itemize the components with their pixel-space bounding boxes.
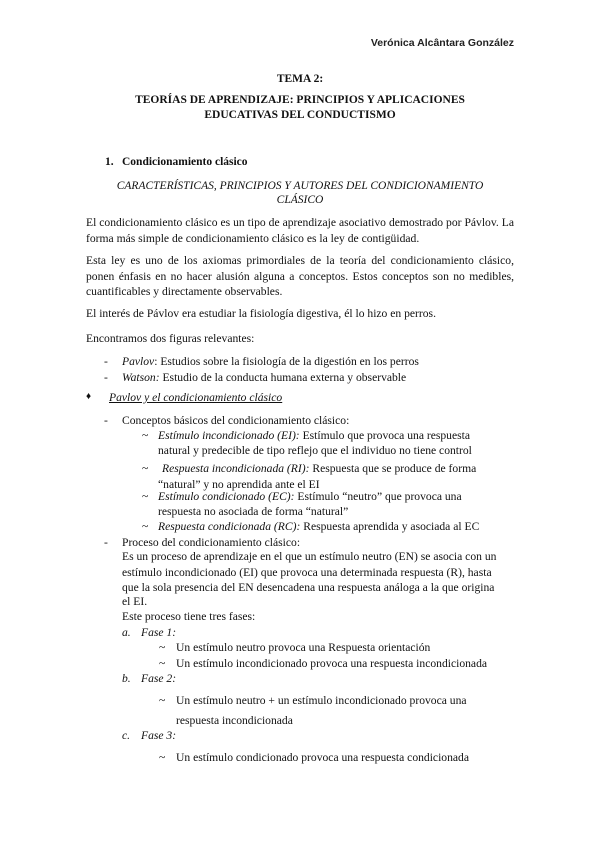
concept-desc: Estímulo “neutro” que provoca una: [294, 490, 462, 503]
fase-letter: b.: [122, 672, 131, 685]
section-label: Condicionamiento clásico: [122, 156, 248, 168]
concept-desc-cont: respuesta no asociada de forma “natural”: [158, 505, 349, 518]
tilde-bullet: ~: [159, 657, 166, 670]
conceptos-label: Conceptos básicos del condicionamiento clásico:: [122, 414, 350, 427]
concept-term: Respuesta condicionada (RC):: [158, 520, 301, 533]
concept-item: [158, 428, 514, 444]
list-dash: -: [104, 355, 108, 368]
tilde-bullet: ~: [159, 641, 166, 654]
proceso-text-line: el EI.: [122, 595, 148, 608]
tilde-bullet: ~: [159, 751, 166, 764]
fase-item: Un estímulo neutro provoca una Respuesta orientación: [176, 641, 431, 654]
list-item: [122, 370, 406, 386]
figure-desc: : Estudios sobre la fisiología de la digestión en los perros: [154, 355, 419, 368]
list-dash: -: [104, 414, 108, 427]
concept-item: [158, 489, 462, 505]
concept-item: [158, 519, 479, 535]
paragraph: El condicionamiento clásico es un tipo de aprendizaje asociativo demostrado por Pávlov. La forma más simple de condicionamiento clásico es la ley de contigüidad.: [86, 216, 514, 245]
list-dash: -: [104, 536, 108, 549]
concept-term: Estímulo incondicionado (EI):: [158, 429, 300, 442]
proceso-text-line: que la sola presencia del EN desencadena una respuesta análoga a la que origina: [122, 581, 495, 594]
tilde-bullet: ~: [142, 490, 149, 503]
proceso-label: Proceso del condicionamiento clásico:: [122, 536, 301, 549]
document-title: TEORÍAS DE APRENDIZAJE: PRINCIPIOS Y APLICACIONES EDUCATIVAS DEL CONDUCTISMO: [135, 94, 465, 121]
fase-name: Fase 3:: [141, 729, 177, 742]
tilde-bullet: ~: [142, 520, 149, 533]
figure-name: Watson:: [122, 371, 160, 384]
concept-item: [162, 461, 476, 477]
diamond-bullet-icon: ♦: [86, 391, 92, 402]
paragraph: El interés de Pávlov era estudiar la fisiología digestiva, él lo hizo en perros.: [86, 307, 436, 320]
concept-desc-cont: natural y predecible de tipo reflejo que el individuo no tiene control: [158, 444, 472, 457]
proceso-text-line: estímulo incondicionado (EI) que provoca una determinada respuesta (R), hasta: [122, 566, 492, 579]
fase-item-cont: respuesta incondicionada: [176, 714, 293, 727]
author-header: Verónica Alcântara González: [370, 37, 514, 49]
paragraph: Esta ley es uno de los axiomas primordiales de la teoría del condicionamiento clásico, ponen énfasis en no hacer alusión alguna a conceptos. Estos conceptos son no medibles, cuantificables y directamente observables.: [86, 254, 514, 298]
figure-desc: Estudio de la conducta humana externa y observable: [159, 371, 407, 384]
concept-desc-cont: “natural” y no aprendida ante el EI: [158, 478, 320, 491]
pavlov-heading: Pavlov y el condicionamiento clásico: [109, 391, 283, 404]
tema-heading: TEMA 2:: [276, 73, 324, 85]
tilde-bullet: ~: [159, 694, 166, 707]
paragraph: Encontramos dos figuras relevantes:: [86, 332, 255, 345]
fase-item: Un estímulo condicionado provoca una respuesta condicionada: [176, 751, 469, 764]
list-dash: -: [104, 371, 108, 384]
tilde-bullet: ~: [142, 429, 149, 442]
fase-item: Un estímulo incondicionado provoca una respuesta incondicionada: [176, 657, 488, 670]
tilde-bullet: ~: [142, 462, 149, 475]
concept-term: Respuesta incondicionada (RI):: [162, 462, 310, 475]
concept-desc: Respuesta aprendida y asociada al EC: [300, 520, 480, 533]
concept-desc: Respuesta que se produce de forma: [309, 462, 477, 475]
concept-term: Estímulo condicionado (EC):: [158, 490, 295, 503]
fase-name: Fase 2:: [141, 672, 177, 685]
section-heading: [105, 155, 248, 171]
concept-desc: Estímulo que provoca una respuesta: [299, 429, 471, 442]
list-item: [122, 354, 419, 370]
section-subtitle: CARACTERÍSTICAS, PRINCIPIOS Y AUTORES DEL CONDICIONAMIENTO CLÁSICO: [116, 180, 484, 206]
fase-item: Un estímulo neutro + un estímulo incondicionado provoca una: [176, 694, 467, 707]
proceso-text-line: Es un proceso de aprendizaje en el que un estímulo neutro (EN) se asocia con un: [122, 550, 497, 563]
fases-intro: Este proceso tiene tres fases:: [122, 610, 256, 623]
fase-letter: c.: [122, 729, 131, 742]
fase-name: Fase 1:: [141, 626, 177, 639]
figure-name: Pavlov: [122, 355, 155, 368]
section-number: 1.: [105, 156, 114, 168]
fase-letter: a.: [122, 626, 131, 639]
